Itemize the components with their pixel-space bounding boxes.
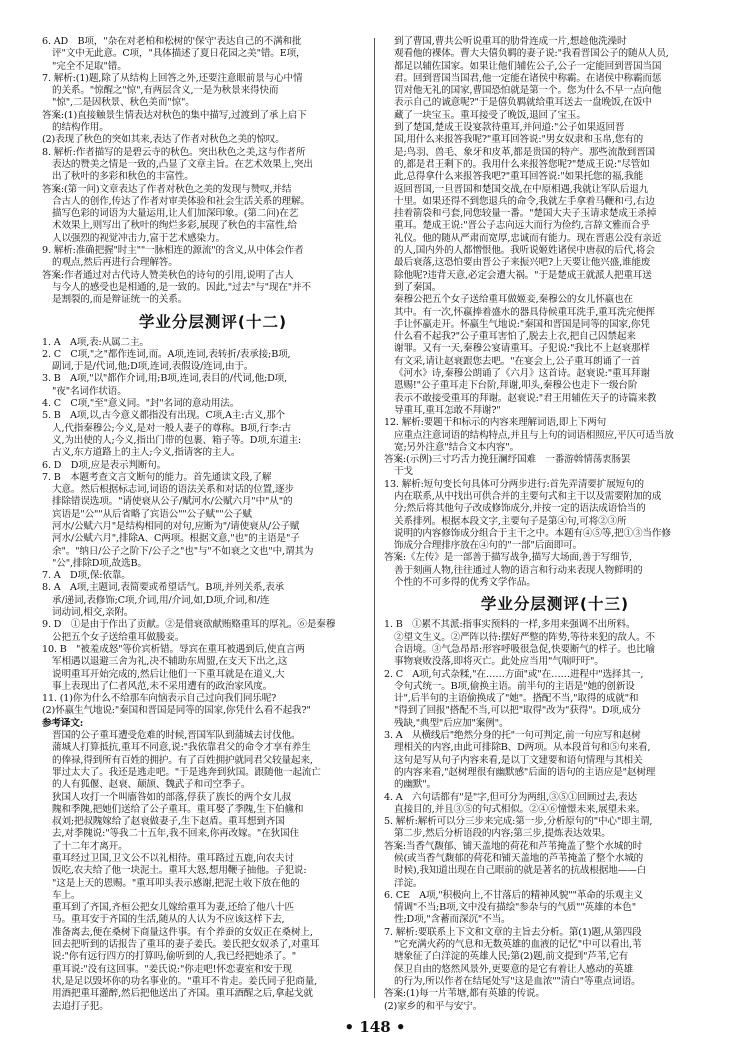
text-line: 礼仪。他的随从严肃而宽厚,忠诚而有能力。现在晋惠公没有亲近 — [394, 232, 662, 244]
text-line: 这句是写从句子内容来看,是以丁文建要和语句情理与其相关 — [394, 754, 643, 766]
text-line: 的行为,所以作者在结尾处写"这是血浓""清白"等重点词语。 — [394, 975, 641, 987]
text-line: ②望文生义。②严阵以待:摆好严整的阵势,等待来犯的敌人。不 — [394, 631, 655, 643]
text-line: 饭吃,农夫给了他一块泥土。重耳大怒,想用鞭子抽他。子犯说: — [52, 865, 307, 877]
text-line: 的人,国内外的人都憎恨他。我听说姬姓诸侯中唐叔的后代,将会 — [394, 245, 655, 257]
text-line: 河水/公赋六月"是结构相同的对句,应断为"/请使衰从/公子赋 — [52, 520, 300, 532]
text-line: 饰成分合理排序放在④句的"一部"后面即可。 — [394, 540, 582, 552]
text-line: 洋淀。 — [394, 877, 423, 889]
text-line: 返回晋国,一旦晋国和楚国交战,在中原相遇,我就让军队后退九 — [394, 183, 649, 195]
text-line: 出了秋叶的多彩和秋色的丰富性。 — [52, 171, 194, 183]
text-line: "公",排除D项,故选B。 — [52, 557, 147, 569]
text-line: "完全不足取"错。 — [52, 60, 127, 72]
text-line: 9. 解析:准确把握"时主""一脉相连的源流"的含义,从中体会作者 — [42, 245, 304, 257]
text-line: 塘象征了白洋淀的英雄人民;第(2)题,前文提到"芦苇,它有 — [394, 951, 629, 963]
text-line: 宾语是"公""从后省略了宾语公""公子赋""公子赋 — [52, 508, 252, 520]
text-line: 残缺,"典型"后应加"案例"。 — [394, 717, 509, 729]
text-line: 表示不敢接受重耳的拜谢。赵衰说:"君王用辅佐天子的诗篇来教 — [394, 392, 657, 404]
text-line: 1. B ①累不其派:指事实预料的一样,多用来强调不出所料。 — [384, 619, 636, 631]
text-line: 应重点注意词语的结构特点,并且与上句的词语相照应,平仄可适当放 — [394, 429, 674, 441]
text-line: 事物衰败没落,即将灭亡。此处应当用"气喘吁吁"。 — [394, 656, 604, 668]
text-line: 余"。"纳日/公子之阶下/公子之"也"与"不如衰之文也"中,谓其为 — [52, 545, 314, 557]
left-column — [42, 36, 384, 1012]
text-line: 干戈 — [394, 466, 413, 478]
text-line: 导重耳,重耳怎敢不拜谢?" — [394, 404, 501, 416]
text-line: "这是上天的恩赐。"重耳叩头表示感谢,把泥土收下放在他的 — [52, 877, 300, 889]
text-line: 善于刻画人物,往往通过人物的语言和行动来表现人物鲜明的 — [394, 564, 643, 576]
column-divider — [374, 38, 375, 998]
text-line: 秦穆公把五个女子送给重耳做姬妾,秦穆公的女儿怀嬴也在 — [394, 294, 633, 306]
text-line: 6. CE A项,"积极向上,不甘落后的精神风貌""革命的乐观主义 — [384, 889, 643, 901]
text-line: 是;鸟羽、兽毛、象牙和皮革,都是贵国的特产。那些流散到晋国 — [394, 146, 655, 158]
text-line: (2)家乡的和平与安宁。 — [384, 1000, 483, 1012]
text-line: 回去把听到的话报告了重耳的妻子姜氏。姜氏把女奴杀了,对重耳 — [52, 939, 320, 951]
text-line: 罪过太大了。我还是逃走吧。"于是逃奔到狄国。跟随他一起流亡 — [52, 766, 321, 778]
text-line: 人以强烈的视觉冲击力,富于艺术感染力。 — [52, 232, 225, 244]
text-line: 的内容来看,"赵树理很有幽默感"后面的语句的主语应是"赵树理 — [394, 766, 656, 778]
text-line: 2. C A项,句式杂糅,"在……方面"或"在……进程中"选择其一, — [384, 668, 644, 680]
text-line: 答案:作者通过对古代诗人赞美秋色的诗句的引用,说明了古人 — [42, 269, 294, 281]
text-line: 的幽默"。 — [394, 779, 437, 791]
text-line: 隗和季隗,把她们送给了公子重耳。重耳娶了季隗,生下伯鯈和 — [52, 803, 304, 815]
text-line: "得到了回报"搭配不当,可以把"取得"改为"获得"。D项,成分 — [394, 705, 641, 717]
text-line: 3. A 从横线后"绝然分身的托"一句可判定,前一句应写和赵树 — [384, 730, 641, 742]
section-title-13: 学业分层测评(十三) — [480, 595, 630, 614]
text-line: 了十二年才离开。 — [52, 840, 128, 852]
text-line: 什么看不起我?"公子重耳害怕了,脱去上衣,把自己囚禁起来 — [394, 331, 636, 343]
text-line: 宽;另外注意"结合文本内容"。 — [394, 441, 519, 453]
text-line: 去,对季隗说:"等我二十五年,我不回来,你再改嫁。"在狄国住 — [52, 828, 299, 840]
text-line: 到了秦国。 — [394, 281, 442, 293]
text-line: 5. 解析:解析可以分三步来完成:第一步,分析原句的"中心"即主谓, — [384, 816, 653, 828]
translation-continued — [384, 36, 726, 417]
text-line: 大意。然后根据标志词,词语的语法关系和对话的位置,逐步 — [52, 484, 294, 496]
text-line: 都足以辅佐国家。如果让他们辅佐公子,公子一定能回到晋国当国 — [394, 60, 662, 72]
text-line: 4. A 六句话都有"是"字,但可分为两组,③⑤①回顾过去,表达 — [384, 791, 637, 803]
text-line: 副词,于是/代词,他;D项,连词,表假设/连词,由于。 — [52, 361, 254, 373]
text-line: 评"文中无此意。C项，"具体描述了夏日花园之美"错。E项， — [52, 48, 306, 60]
text-line: 古义,东方道路上的主人;今义,指请客的主人。 — [52, 447, 241, 459]
text-line: (2)怀嬴生气地说:"秦国和晋国是同等的国家,你凭什么看不起我?" — [42, 705, 311, 717]
text-line: "它充满火药的气息和无数英雄的血液的记忆"中可以看出,苇 — [394, 939, 642, 951]
text-line: 是割裂的,而是辩证统一的关系。 — [52, 294, 188, 306]
text-line: 计",后半句的主语偷换成了"她"。搭配不当,"取得的成就"和 — [394, 693, 639, 705]
text-line: 谢罪。又有一天,秦穆公宴请重耳。子犯说:"我比不上赵衰那样 — [394, 343, 650, 355]
text-line: 去追打子犯。 — [52, 1000, 109, 1012]
text-line: 答案:(示例)三寸巧舌力挽狂澜纾国难 一番游斡情荡衷肠罢 — [384, 454, 631, 466]
text-line: 令句式统一。B项,偷换主语。前半句的主语是"她的创新设 — [394, 680, 635, 692]
text-line: 8. 解析:作者描写的是碧云寺的秋色。突出秋色之美,这与作者所 — [42, 146, 306, 158]
text-line: 6. AD B项，"杂在对老柏和松树的'保守'表达自己的不满和批 — [42, 36, 302, 47]
text-line: 合语境。③气急昂昂:形容呼吸很急促,快要断气的样子。也比喻 — [394, 643, 655, 655]
text-line: 答案:(1)直接触景生情表达对秋色的集中描写,过渡到了承上启下 — [42, 109, 307, 121]
text-line: 狄国人攻打一个叫廧咎如的部落,俘获了族长的两个女儿叔 — [52, 791, 291, 803]
answer-block-12 — [42, 337, 384, 718]
text-line: 的人有狐偃、赵衰、颠颉、魏武子和司空季子。 — [52, 779, 251, 791]
text-line: 罚对他无礼的国家,曹国恐怕就是第一个。您为什么不早一点向他 — [394, 85, 662, 97]
question-13-answer — [384, 479, 726, 590]
text-line: 6. D D项,应是表示判断句。 — [42, 459, 167, 471]
text-line: 十里。如果还得不到您退兵的命令,我就左手拿着马鞭和弓,右边 — [394, 195, 655, 207]
text-line: 挂着箭袋和弓套,同您较量一番。"楚国大夫子玉请求楚成王杀掉 — [394, 208, 657, 220]
reference-translation-title: 参考译文: — [42, 717, 84, 729]
section-title-12: 学业分层测评(十二) — [138, 312, 288, 331]
text-line: 藏了一块宝玉。重耳接受了晚饭,退回了宝玉。 — [394, 109, 586, 121]
text-line: 事上表现出了仁者风范,未不采用遭有的政治家风度。 — [52, 680, 273, 692]
text-line: 的结构作用。 — [52, 122, 109, 134]
text-line: 的俸禄,得到所有百姓的拥护。有了百姓拥护就同君父较量起来, — [52, 754, 313, 766]
text-line: 重耳。楚成王说:"晋公子志向远大而行为俭约,言辞文雅而合乎 — [394, 220, 650, 232]
text-line: 情调"不当;B项,文中没有描绘"参杂与的气质""英雄的本色" — [394, 902, 636, 914]
text-line: 表达的赞美之情是一致的,凸显了文章主旨。在艺术效果上,突出 — [52, 158, 313, 170]
text-line: 第二步,然后分析语段的内容;第三步,提炼表达效果。 — [394, 828, 611, 840]
answer-block-previous — [42, 36, 384, 307]
text-line: 除他呢?违背天意,必定会遭大祸。"于是楚成王就派人把重耳送 — [394, 269, 652, 281]
text-line: 重耳到了齐国,齐桓公把女儿嫁给重耳为妻,还给了他八十匹 — [52, 902, 294, 914]
text-line: 9. D ①是由于作出了贡献。②是借衰欲献贿赂重耳的厚礼。⑥是秦穆 — [42, 619, 336, 631]
text-line: 说明的内容修饰成分组合于主干之中。本题有④⑤等,把①③当作修 — [394, 527, 671, 539]
text-line: 7. 解析:(1)题,除了从结构上回答之外,还要注意眼前景与心中情 — [42, 72, 303, 84]
question-12-answer — [384, 417, 726, 478]
text-line: 12. 解析:要题干和标示的内容来理解词语,即上下两句 — [384, 417, 607, 429]
text-line: 义,为出使的人;今义,指出门带的包裹、箱子等。D项,东道主: — [52, 434, 302, 446]
text-line: 候(或当香气馥郁的荷花和铺天盖地的芦苇掩盖了整个水城的 — [394, 853, 644, 864]
text-line: 说明重耳开始完成的,然后让他们一下重耳就是在道义,大 — [52, 668, 285, 680]
text-line: 人,代指秦穆公;今义,是对一般人妻子的尊称。B项,行李:古 — [52, 422, 291, 434]
text-line: 叔刘;把叔隗嫁给了赵衰做妻子,生下赵盾。重耳想到齐国 — [52, 816, 285, 828]
text-line: 手让怀嬴走开。怀嬴生气地说:"秦国和晋国是同等的国家,你凭 — [394, 318, 650, 330]
text-line: 承/递词,表修饰;C项,介词,用/介词,如,D项,介词,和/连 — [52, 594, 270, 606]
text-line: 答案:(第一问)文章表达了作者对秋色之美的发现与赞叹,并结 — [42, 183, 292, 195]
text-line: 答案:(1)每一片苇塘,都有英雄的传说。 — [384, 988, 545, 1000]
text-line: 重耳经过卫国,卫文公不以礼相待。重耳路过五鹿,向农夫讨 — [52, 853, 294, 864]
text-line: 此,总得拿什么来报答我吧?"重耳回答说:"如果托您的福,我能 — [394, 171, 644, 183]
text-line: 直接目的,并且③⑤的句式相似。②④⑥憧憬未来,展望未来。 — [394, 803, 646, 815]
text-line: 公把五个女子送给重耳做媵妾。 — [52, 631, 185, 643]
text-line: 1. A A项,表:从属二主。 — [42, 336, 149, 348]
text-line: 10. B "被羞成怒"等价宾析错。辱宾在重耳被遇到后,使直言两 — [42, 643, 305, 655]
text-line: 7. 解析:要联系上下文和文章的主旨去分析。第(1)题,从第四段 — [384, 926, 642, 938]
text-line: 时候),我知道出现在自己眼前的就是著名的抗战根据地——白 — [394, 865, 647, 877]
text-line: 车上。 — [52, 889, 81, 901]
text-line: 最后衰落,这恐怕要由晋公子来振兴吧?上天要让他兴盛,谁能废 — [394, 257, 651, 269]
text-line: 到了曹国,曹共公听说重耳的肋骨连成一片,想趁他洗澡时 — [394, 36, 627, 47]
text-line: (2)表现了秋色的突如其来,表达了作者对秋色之美的惊叹。 — [42, 134, 285, 146]
text-line: 到了楚国,楚成王设宴款待重耳,并问道:"公子如果返回晋 — [394, 122, 625, 134]
text-line: 的,都是君王剩下的。我用什么来报答您呢?"楚成王说:"尽管如 — [394, 158, 650, 170]
text-line: 的关系。"惊醒之"惊",有两层含义,一是为秋景来得快而 — [52, 85, 279, 97]
text-line: 7. A D项,保:依靠。 — [42, 570, 131, 582]
text-line: 性;D项,"含蓄而深沉"不当。 — [394, 914, 511, 926]
answer-block-13 — [384, 619, 726, 1013]
text-line: 理相关的内容,由此可排除B、D两项。从本段首句和⑤句来看, — [394, 742, 651, 754]
text-line: 状,是足以毁坏你的功名事业的。"重耳不肯走。姜氏同子犯商量, — [52, 975, 318, 987]
text-line: 5. B A项,以,古今意义都指没有出现。C项,A主:古义,那个 — [42, 410, 285, 422]
text-line: 合古人的创作,传达了作者对审美体验和社会生活关系的理解。 — [52, 195, 310, 207]
text-line: 排除错误选项。"请使衰从公子/赋河水/公赋六月"中"从"的 — [52, 496, 293, 508]
text-line: 分;然后将其他句子改成修饰成分,并按一定的语法成语恰当的 — [394, 503, 646, 515]
text-line: 河水/公赋六月",排除A、C两项。根据文意,"也"的主语是"子 — [52, 533, 300, 545]
text-line: 《河水》诗,秦穆公朗诵了《六月》这首诗。赵衰说:"重耳拜谢 — [394, 368, 650, 380]
text-line: 4. C C项,"至"意义同。"封"名词的意动用法。 — [42, 398, 240, 410]
text-line: 7. B 本题考查文言文断句的能力。首先通读文段,了解 — [42, 471, 272, 483]
text-line: 用酒把重耳灌醉,然后把他送出了齐国。重耳酒醒之后,拿起戈就 — [52, 988, 313, 1000]
text-line: "夜"名词作状语。 — [52, 385, 127, 397]
text-line: "惊",二是因秋景、秋色美而"惊"。 — [52, 97, 195, 109]
text-line: 重耳说:"没有这回事。"姜氏说:"你走吧!怀恋妻室和安于现 — [52, 963, 292, 975]
text-line: 答案:《左传》是一部善于描写战争,描写大场面,善于写细节, — [384, 552, 632, 564]
text-line: 的观点,然后再进行合理解答。 — [52, 257, 178, 269]
text-line: 有文采,请让赵衰跟您去吧。"在宴会上,公子重耳朗诵了一首 — [394, 355, 641, 367]
text-line: 君。回到晋国当国君,他一定能在诸侯中称霸。在诸侯中称霸而惩 — [394, 72, 662, 84]
text-line: 观看他的裸体。曹大夫僖负羁的妻子说:"我看晋国公子的随从人员, — [394, 48, 669, 60]
text-line: 表示自己的诚意呢?"于是僖负羁就给重耳送去一盘晚饭,在饭中 — [394, 97, 652, 109]
text-line: 保卫自由的悠然风景外,更要意的是它有着让人感动的英雄 — [394, 963, 633, 975]
text-line: 答案:当香气馥郁、铺天盖地的荷花和芦苇掩盖了整个水城的时 — [384, 840, 643, 852]
text-line: 其中。有一次,怀嬴捧着盛水的器具侍候重耳洗手,重耳洗完便挥 — [394, 306, 655, 318]
text-line: 国,用什么来报答我呢?"重耳回答说:"男女奴隶和玉帛,您有的 — [394, 134, 644, 146]
text-line: 13. 解析:短句变长句具体可分两步进行:首先弄清要扩展短句的 — [384, 478, 644, 490]
text-line: 3. B A项,"以"都作介词,用;B项,连词,表目的/代词,他;D项, — [42, 373, 288, 385]
text-line: 蒲城人打算抵抗,重耳不同意,说:"我依靠君父的命令才享有养生 — [52, 742, 311, 754]
text-line: 恩赐!"公子重耳走下台阶,拜谢,叩头,秦穆公也走下一级台阶 — [394, 380, 638, 392]
text-line: 关系排列。根据本段文字,主要句子是第④句,可将②③所 — [394, 515, 627, 527]
text-line: 军相遇以退避三舍为礼,决不辅助东周盟,在支天下出之,这 — [52, 656, 288, 668]
text-line: 2. C C项,"之"都作连词,而。A项,连词,表转折/表承接;B项, — [42, 348, 291, 360]
text-line: 描写色彩的词语为大量运用,让人们加深印象。(第二问)在艺 — [52, 208, 299, 220]
text-line: 晋国的公子重耳遭受危难的时候,晋国军队到蒲城去讨伐他。 — [52, 730, 301, 742]
reference-translation — [42, 730, 384, 1013]
text-line: 词动词,相交,亲附。 — [52, 607, 134, 619]
text-line: 8. A A项,主题词,表简要或希望话气。B项,并列关系,表承 — [42, 582, 285, 594]
text-line: 马。重耳安于齐国的生活,随从的人认为不应该这样下去, — [52, 914, 285, 926]
text-line: 与今人的感受也是相通的,是一致的。因此,"过去"与"现在"并不 — [52, 281, 311, 293]
text-line: 说:"你有远行四方的打算吗,偷听到的人,我已经把她杀了。" — [52, 951, 297, 963]
page-number: • 148 • — [344, 1018, 406, 1036]
right-column — [384, 36, 726, 1012]
text-line: 内在联系,从中找出可供合并的主要句式和主干以及需要附加的成 — [394, 490, 662, 502]
text-line: 11. (1)你为什么不给那车向恼表示自己过向我们同乐呢? — [42, 693, 277, 705]
text-line: 准备离去,便在桑树下商量这件事。有个养蚕的女奴正在桑树上, — [52, 926, 313, 938]
text-line: 术效果上,则写出了秋叶的绚烂多彩,展现了秋色的丰富性,给 — [52, 220, 297, 232]
text-line: 个性的不可多得的优秀文学作品。 — [394, 577, 536, 589]
